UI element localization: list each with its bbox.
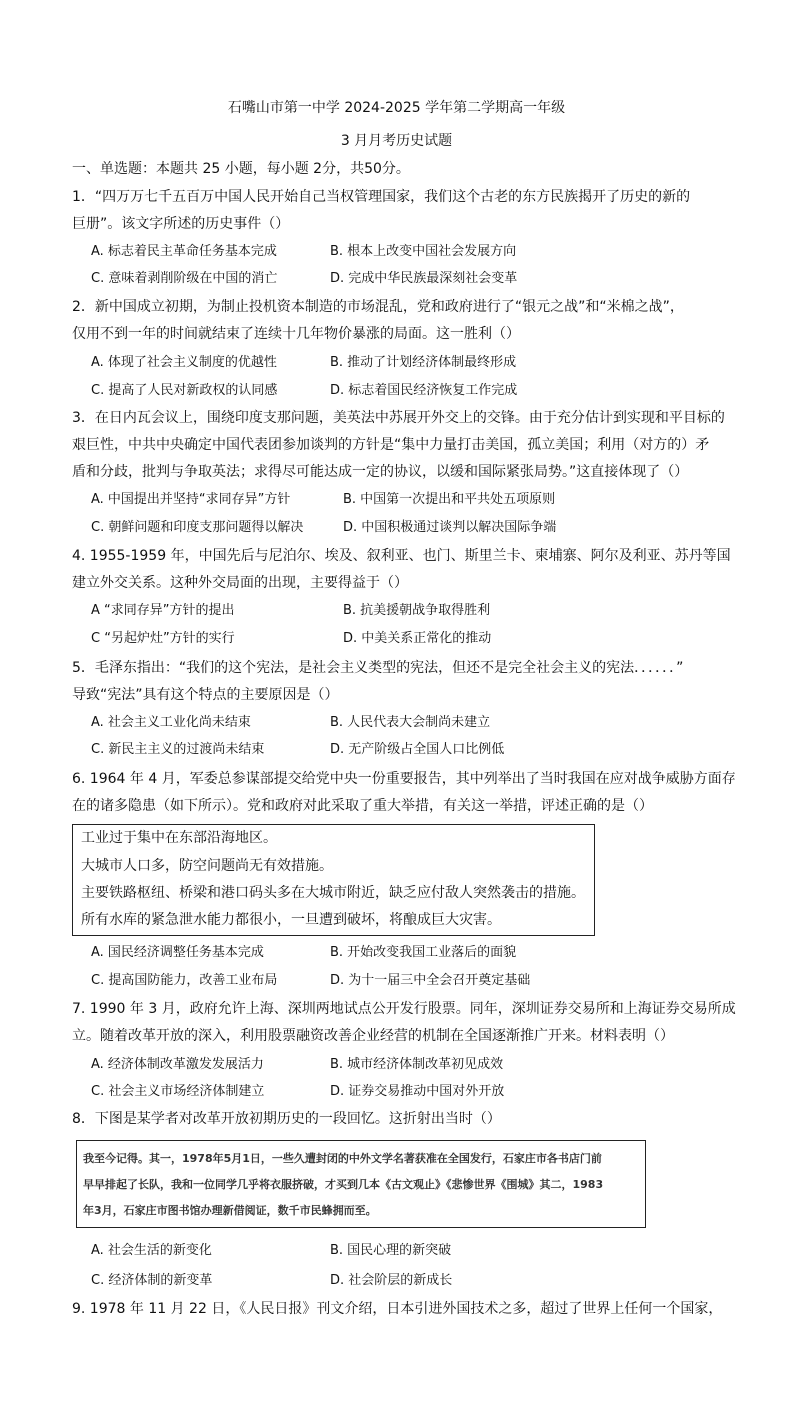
- question-6-material-line: 工业过于集中在东部沿海地区。: [81, 830, 277, 846]
- question-2-option-d[interactable]: D. 标志着国民经济恢复工作完成: [330, 383, 518, 398]
- question-3-option-b[interactable]: B. 中国第一次提出和平共处五项原则: [343, 492, 556, 507]
- question-5-option-b[interactable]: B. 人民代表大会制尚未建立: [330, 715, 491, 730]
- question-8-material-line: 年3月，石家庄市图书馆办理新借阅证，数千市民蜂拥而至。: [83, 1204, 377, 1217]
- question-7-option-c[interactable]: C. 社会主义市场经济体制建立: [91, 1084, 265, 1099]
- question-4-option-b[interactable]: B. 抗美援朝战争取得胜利: [343, 603, 491, 618]
- question-3-option-d[interactable]: D. 中国积极通过谈判以解决国际争端: [343, 520, 557, 535]
- question-8-option-b[interactable]: B. 国民心理的新突破: [330, 1243, 452, 1258]
- question-8-material-line: 我至今记得。其一，1978年5月1日，一些久遭封闭的中外文学名著获准在全国发行，石家庄市各书店门前: [83, 1152, 602, 1165]
- question-7-option-b[interactable]: B. 城市经济体制改革初见成效: [330, 1057, 504, 1072]
- question-7-option-a[interactable]: A. 经济体制改革激发发展活力: [91, 1057, 264, 1072]
- question-7-option-d[interactable]: D. 证券交易推动中国对外开放: [330, 1084, 505, 1099]
- question-8-option-c[interactable]: C. 经济体制的新变革: [91, 1273, 213, 1288]
- question-9-stem-line1: 9. 1978 年 11 月 22 日，《人民日报》刊文介绍，日本引进外国技术之多，超过了世界上任何一个国家，: [72, 1301, 723, 1317]
- question-5-option-d[interactable]: D. 无产阶级占全国人口比例低: [330, 742, 505, 757]
- exam-title: 石嘴山市第一中学 2024-2025 学年第二学期高一年级: [227, 100, 566, 116]
- question-6-material-box: [72, 824, 595, 936]
- question-8-option-d[interactable]: D. 社会阶层的新成长: [330, 1273, 453, 1288]
- question-1-option-a[interactable]: A. 标志着民主革命任务基本完成: [91, 244, 277, 259]
- question-5-option-c[interactable]: C. 新民主主义的过渡尚未结束: [91, 742, 265, 757]
- question-2-option-a[interactable]: A. 体现了社会主义制度的优越性: [91, 355, 277, 370]
- question-4-option-c[interactable]: C “另起炉灶”方针的实行: [91, 631, 235, 646]
- question-1-stem-line1: 1．“四万万七千五百万中国人民开始自己当权管理国家，我们这个古老的东方民族揭开了历史的新的: [72, 189, 691, 205]
- question-6-option-c[interactable]: C. 提高国防能力，改善工业布局: [91, 973, 278, 988]
- exam-subtitle: 3 月月考历史试题: [340, 133, 453, 149]
- question-3-stem-line1: 3．在日内瓦会议上，围绕印度支那问题，美英法中苏展开外交上的交锋。由于充分估计到实现和平目标的: [72, 410, 725, 426]
- question-2-stem-line2: 仅用不到一年的时间就结束了连续十几年物价暴涨的局面。这一胜利（）: [72, 326, 520, 342]
- question-6-material-line: 主要铁路枢纽、桥梁和港口码头多在大城市附近，缺乏应付敌人突然袭击的措施。: [81, 885, 585, 901]
- question-8-material-box: [76, 1140, 646, 1228]
- question-1-option-b[interactable]: B. 根本上改变中国社会发展方向: [330, 244, 517, 259]
- question-4-option-a[interactable]: A “求同存异”方针的提出: [91, 603, 235, 618]
- question-4-stem-line2: 建立外交关系。这种外交局面的出现，主要得益于（）: [72, 575, 408, 591]
- question-5-option-a[interactable]: A. 社会主义工业化尚未结束: [91, 715, 251, 730]
- question-3-stem-line2: 艰巨性，中共中央确定中国代表团参加谈判的方针是“集中力量打击美国，孤立美国；利用（对方的）矛: [72, 437, 710, 453]
- question-6-option-b[interactable]: B. 开始改变我国工业落后的面貌: [330, 945, 517, 960]
- question-8-stem-line1: 8．下图是某学者对改革开放初期历史的一段回忆。这折射出当时（）: [72, 1111, 501, 1127]
- question-2-stem-line1: 2．新中国成立初期，为制止投机资本制造的市场混乱，党和政府进行了“银元之战”和“米棉之战”，: [72, 299, 684, 315]
- question-3-option-c[interactable]: C. 朝鲜问题和印度支那问题得以解决: [91, 520, 304, 535]
- question-2-option-c[interactable]: C. 提高了人民对新政权的认同感: [91, 383, 278, 398]
- question-8-option-a[interactable]: A. 社会生活的新变化: [91, 1243, 212, 1258]
- question-6-material-line: 大城市人口多，防空问题尚无有效措施。: [81, 858, 333, 874]
- question-7-stem-line2: 立。随着改革开放的深入，利用股票融资改善企业经营的机制在全国逐渐推广开来。材料表明（）: [72, 1028, 674, 1044]
- question-6-stem-line1: 6. 1964 年 4 月，军委总参谋部提交给党中央一份重要报告，其中列举出了当时我国在应对战争威胁方面存: [72, 771, 736, 787]
- question-1-stem-line2: 巨册”。该文字所述的历史事件（）: [72, 216, 290, 232]
- section-heading: 一、单选题：本题共 25 小题，每小题 2分，共50分。: [72, 161, 410, 177]
- question-1-option-c[interactable]: C. 意味着剥削阶级在中国的消亡: [91, 271, 278, 286]
- question-6-option-d[interactable]: D. 为十一届三中全会召开奠定基础: [330, 973, 531, 988]
- question-6-stem-line2: 在的诸多隐患（如下所示）。党和政府对此采取了重大举措，有关这一举措，评述正确的是（）: [72, 798, 653, 814]
- question-6-material-line: 所有水库的紧急泄水能力都很小，一旦遭到破坏，将酿成巨大灾害。: [81, 912, 501, 928]
- question-2-option-b[interactable]: B. 推动了计划经济体制最终形成: [330, 355, 517, 370]
- question-4-option-d[interactable]: D. 中美关系正常化的推动: [343, 631, 492, 646]
- question-1-option-d[interactable]: D. 完成中华民族最深刻社会变革: [330, 271, 518, 286]
- question-3-stem-line3: 盾和分歧，批判与争取英法；求得尽可能达成一定的协议，以缓和国际紧张局势。”这直接体现了（）: [72, 464, 689, 480]
- question-5-stem-line2: 导致“宪法”具有这个特点的主要原因是（）: [72, 687, 339, 703]
- question-6-option-a[interactable]: A. 国民经济调整任务基本完成: [91, 945, 264, 960]
- question-8-material-line: 早早排起了长队，我和一位同学几乎将衣服挤破，才买到几本《古文观止》《悲惨世界《围城》其二，1983: [83, 1178, 604, 1191]
- question-7-stem-line1: 7. 1990 年 3 月，政府允许上海、深圳两地试点公开发行股票。同年，深圳证券交易所和上海证券交易所成: [72, 1001, 736, 1017]
- question-4-stem-line1: 4. 1955-1959 年，中国先后与尼泊尔、埃及、叙利亚、也门、斯里兰卡、柬埔寨、阿尔及利亚、苏丹等国: [72, 548, 731, 564]
- question-3-option-a[interactable]: A. 中国提出并坚持“求同存异”方针: [91, 492, 291, 507]
- question-5-stem-line1: 5．毛泽东指出：“我们的这个宪法，是社会主义类型的宪法，但还不是完全社会主义的宪法．．．．．．”: [72, 660, 684, 676]
